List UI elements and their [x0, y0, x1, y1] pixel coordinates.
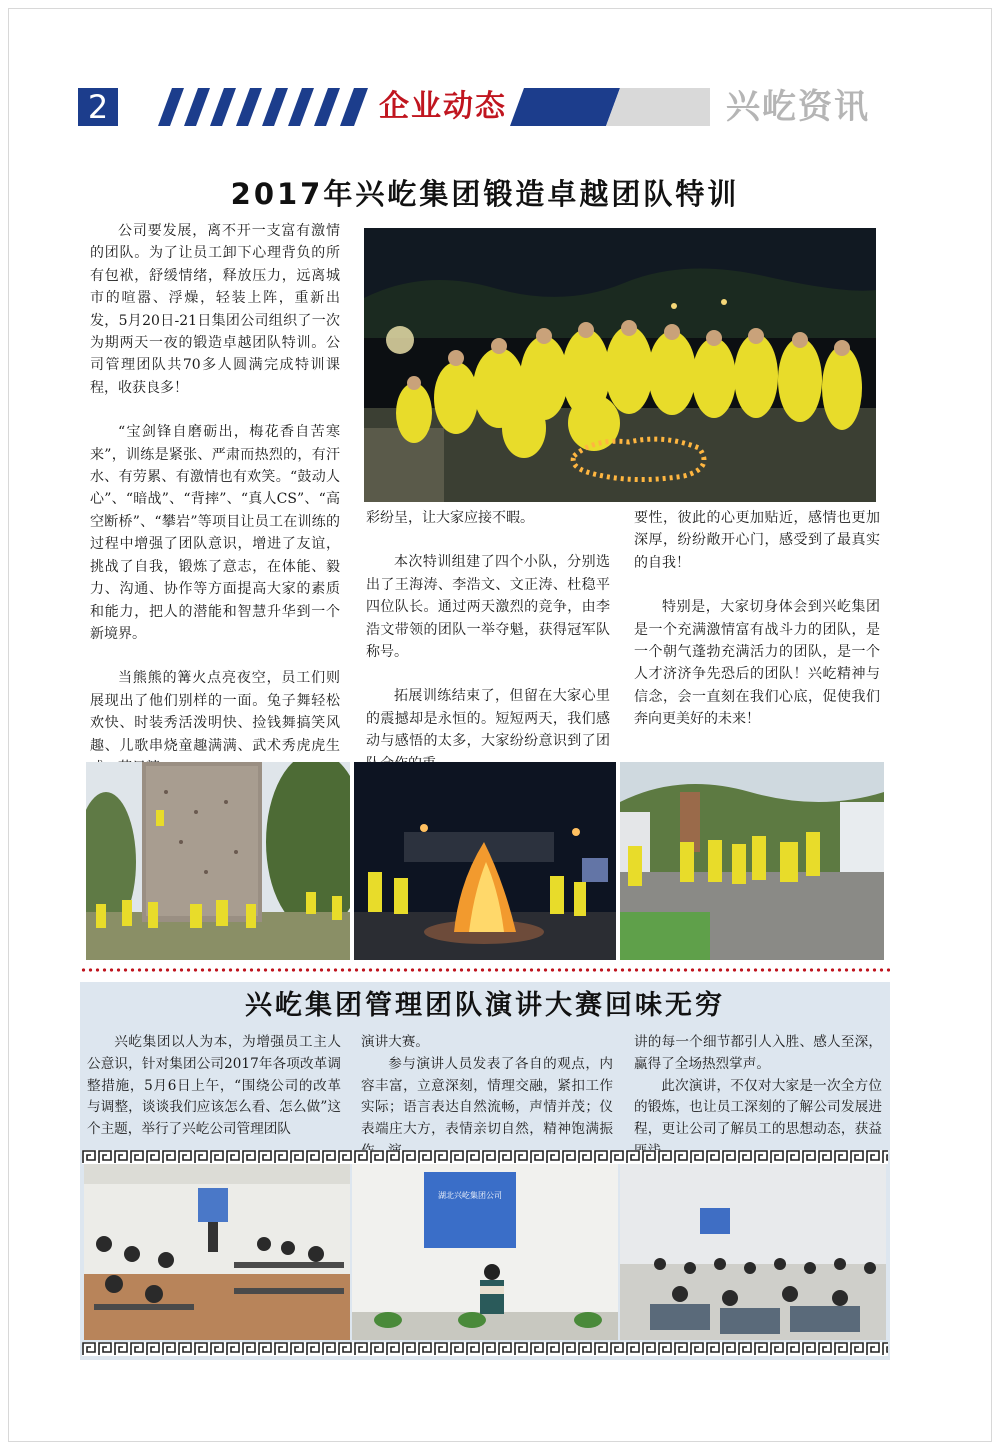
article1-column-1	[90, 220, 340, 801]
article1-column-2	[366, 507, 610, 797]
speech-room-photo-2	[620, 1164, 886, 1340]
paragraph: 公司要发展，离不开一支富有激情的团队。为了让员工卸下心理背负的所有包袱，舒缓情绪，释放压力，远离城市的喧嚣、浮燥，轻装上阵，重新出发，5月20日-21日集团公司组织了一次为期两天一夜的锻造卓越团队特训。公司管理团队共70多人圆满完成特训课程，收获良多！	[90, 223, 340, 396]
page-number: 2	[78, 88, 118, 126]
team-photo-night	[364, 228, 876, 502]
header-band	[510, 88, 710, 126]
paragraph: 特别是，大家切身体会到兴屹集团是一个充满激情富有战斗力的团队，是一个朝气蓬勃充满活力的团队，是一个人才济济争先恐后的团队！兴屹精神与信念，会一直刻在我们心底，促使我们奔向更美好的未来！	[634, 599, 880, 728]
article2-column-1	[87, 1032, 341, 1141]
article1-title: 2017年兴屹集团锻造卓越团队特训	[230, 177, 740, 211]
paragraph: 讲的每一个细节都引人入胜、感人至深，赢得了全场热烈掌声。	[634, 1034, 882, 1072]
paragraph: 兴屹集团以人为本，为增强员工主人公意识，针对集团公司2017年各项改革调整措施，5月6日上午，“围绕公司的改革与调整，谈谈我们应该怎么看、怎么做”这个主题，举行了兴屹公司管理团队	[87, 1034, 341, 1138]
speech-room-photo-1	[84, 1164, 350, 1340]
brand-title: 兴屹资讯	[726, 87, 870, 127]
speech-speaker-photo	[352, 1164, 618, 1340]
header-stripes	[158, 88, 368, 126]
paragraph: 本次特训组建了四个小队，分别选出了王海涛、李浩文、文正涛、杜稳平四位队长。通过两天激烈的竞争，由李浩文带领的团队一举夺魁，获得冠军队称号。	[366, 554, 610, 661]
projector-screen-text: 湖北兴屹集团公司	[438, 1191, 502, 1200]
section-divider	[80, 968, 890, 972]
article1-column-3	[634, 507, 880, 753]
paragraph: 彩纷呈，让大家应接不暇。	[366, 510, 534, 526]
article2-column-3	[634, 1032, 882, 1163]
meander-border-bottom	[82, 1342, 888, 1356]
paragraph: 演讲大赛。	[361, 1034, 429, 1050]
paragraph: 参与演讲人员发表了各自的观点，内容丰富，立意深刻，情理交融，紧扣工作实际；语言表达自然流畅，声情并茂；仪表端庄大方，表情亲切自然，精神饱满振	[361, 1055, 613, 1138]
article2-title: 兴屹集团管理团队演讲大赛回味无穷	[245, 990, 725, 1021]
paragraph: 拓展训练结束了，但留在大家心里的震撼却是永恒的。短短两天，我们感动与感悟的太多，大家纷纷意识到了团	[366, 688, 610, 750]
article2-column-2	[361, 1032, 613, 1163]
paragraph: “宝剑锋自磨砺出，梅花香自苦寒来”，训练是紧张、严肃而热烈的，有汗水、有劳累、有激情也有欢笑。“鼓动人心”、“暗战”、“背摔”、“真人CS”、“高空断桥”、“攀岩”等项目让员工在训练的过程中增强了团队意识，增进了友谊，挑战了自我，锻炼了意志，在体能、毅力、沟通、协作等方面提高大家的素质和能力，把人的潜能和智慧升华到一个新境界。	[90, 424, 340, 642]
paragraph: 当熊熊的篝火点亮夜空，员工们则展现出了他们别样的一面。兔子舞轻松欢快、时装秀活泼明快、捡钱舞搞笑风趣、儿歌串烧童趣满满、武术秀虎虎生	[90, 670, 340, 754]
bonfire-photo	[354, 762, 616, 960]
climbing-wall-photo	[86, 762, 350, 960]
paragraph: 此次演讲，不仅对大家是一次全方位的锻炼，也让员工深刻的了解公司发展进程，更让公司了解员工的思想动态，获益	[634, 1077, 882, 1138]
meander-border-top	[82, 1150, 888, 1164]
team-game-photo	[620, 762, 884, 960]
paragraph: 要性，彼此的心更加贴近，感情也更加深厚，纷纷敞开心门，感受到了最真实的自我！	[634, 510, 880, 571]
section-title: 企业动态	[379, 89, 507, 124]
